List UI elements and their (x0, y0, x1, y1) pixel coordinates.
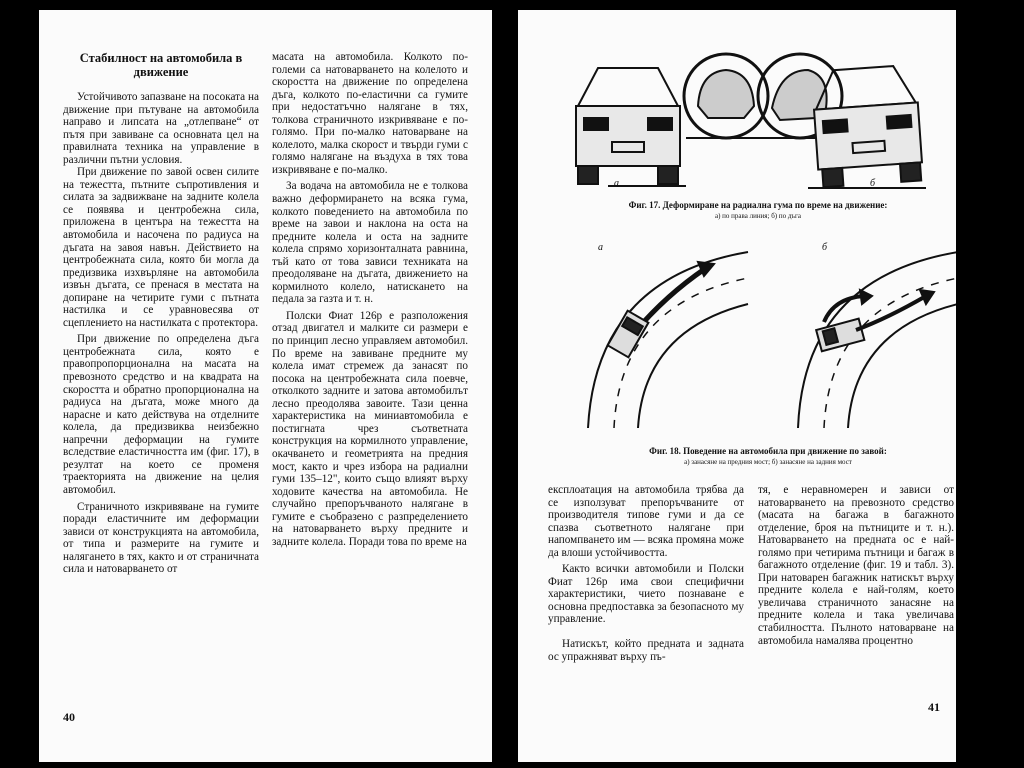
left-page (39, 10, 492, 762)
right-column-1 (548, 484, 744, 663)
paragraph: Страничното изкривяване на гумите поради еластичните им деформации зависи от конструкцията на автомобила, от типа и размерите на гумите и налягането в тях, както и от страничната сила и натоварването от (63, 500, 259, 576)
section-title: Стабилност на автомобила в движение (79, 51, 243, 79)
left-column-2 (272, 51, 468, 548)
paragraph: експлоатация на автомобила трябва да се използуват препоръчваните от производителя типове гуми и да се спазва съответното налягане при напомпването им — всяка промяна може да влоши устойчивостта. (548, 484, 744, 559)
paragraph: Натискът, който предната и задната ос упражняват върху пъ- (548, 638, 744, 663)
figure-18-illustration (578, 238, 956, 434)
figure-label: б (870, 178, 876, 189)
figure-label: а (614, 178, 619, 189)
paragraph: Устойчивото запазване на посоката на движение при пътуване на автомобила направо и липсата на „отлепване“ от пътя при завиване са основната цел на правилната техника на управление в различни пътни условия. (63, 91, 259, 166)
paragraph: масата на автомобила. Колкото по-големи са натоварването на колелото и скоростта на движение по определена дъга, колкото по-еластични са гумите при недостатъчно налягане в тях, толкова страничното изкривяване е по-голямо. При по-малко натоварване на колелото, малка скорост и твърди гуми с голямо налягане на въздуха в тях това изкривяване е по-малко. (272, 51, 468, 176)
caption-text: Фиг. 18. Поведение на автомобила при движение по завой: (649, 446, 887, 456)
caption-subtext: а) занасяне на предния мост; б) занасяне на задния мост (684, 458, 852, 466)
page-number: 40 (63, 710, 75, 724)
figure-17-illustration (568, 46, 928, 196)
right-column-2 (758, 484, 954, 647)
paragraph: тя, е неравномерен и зависи от натоварването на превозното средство (масата на багажа в багажното отделение, броя на пътниците и т. н.). Натоварването на предната ос е най-голямо при четирима пътници и багаж в багажното отделение (фиг. 19 и табл. 3). При натоварен багажник натискът върху предните колела е най-голям, което увеличава страничното занасяне на предните колела и така увеличава стабилността. Пълното натоварване на автомобила намалява процентно (758, 484, 954, 647)
figure-17-caption (578, 200, 938, 220)
page-number: 41 (928, 700, 940, 714)
figure-18-caption (588, 446, 948, 466)
paragraph: Полски Фиат 126р е разположения отзад двигател и малките си размери е по принцип лесно управляем автомобил. По време на завиване предните му колела имат стремеж да занасят по посока на центробежната сила поевче, отколкото задните и затова автомобилът лесно преодолява завоите. Тази ценна характеристика на миниавтомобила е постигната чрез съответната конструкция на кормилното управление, окачването и геометрията на предния мост, както и чрез избора на радиални гуми 135–12", които също влияят върху ходовите качества на автомобила. Не случайно препоръчваното налягане в гумите е съобразено с разпределението на натоварването върху предните и задните колела. Поради това по време на (272, 309, 468, 548)
paragraph: Както всички автомобили и Полски Фиат 126р има свои специфични характеристики, чието познаване е основна предпоставка за безопасното му управление. (548, 563, 744, 626)
left-column-1 (63, 51, 259, 576)
caption-subtext: а) по права линия; б) по дъга (714, 212, 802, 220)
paragraph: При движение по определена дъга центробежната сила, която е правопропорционална на масата на превозното средство и на квадрата на скоростта и обратно пропорционална на радиуса на дъгата, може много да нарасне и като действува на отделните колела, да предизвиква неизбежно напречни деформации на гумите вследствие еластичността им (фиг. 17), в резултат на което се променя траекторията на движение на целия автомобил. (63, 333, 259, 496)
book-spine (492, 0, 518, 768)
right-page (518, 10, 956, 762)
figure-label: б (822, 242, 828, 253)
paragraph: При движение по завой освен силите на тежестта, пътните съпротивления и силата за задвижване на задните колела се появява и центробежна сила, приложена в центъра на тежестта на автомобила и насочена по радиуса на дъгата на завоя навън. Действието на центробежната сила, която би могла да предизвика изхвърляне на автомобила извън дъгата, се пренася в местата на допиране на четирите гуми с пътната настилка и се уравновесява от сцеплението на настилката с протектора. (63, 166, 259, 329)
caption-text: Фиг. 17. Деформиране на радиална гума по време на движение: (628, 200, 888, 210)
figure-label: а (598, 242, 603, 253)
paragraph: За водача на автомобила не е толкова важно деформирането на всяка гума, колкото поведението на автомобила по време на завои и наклона на оста на предните колела и оста на задните колела спрямо хоризонталната равнина, тъй като от това зависи техниката на преодоляване на дъгата, движението на кормилното колело, натискането на педала за газта и т. н. (272, 180, 468, 306)
